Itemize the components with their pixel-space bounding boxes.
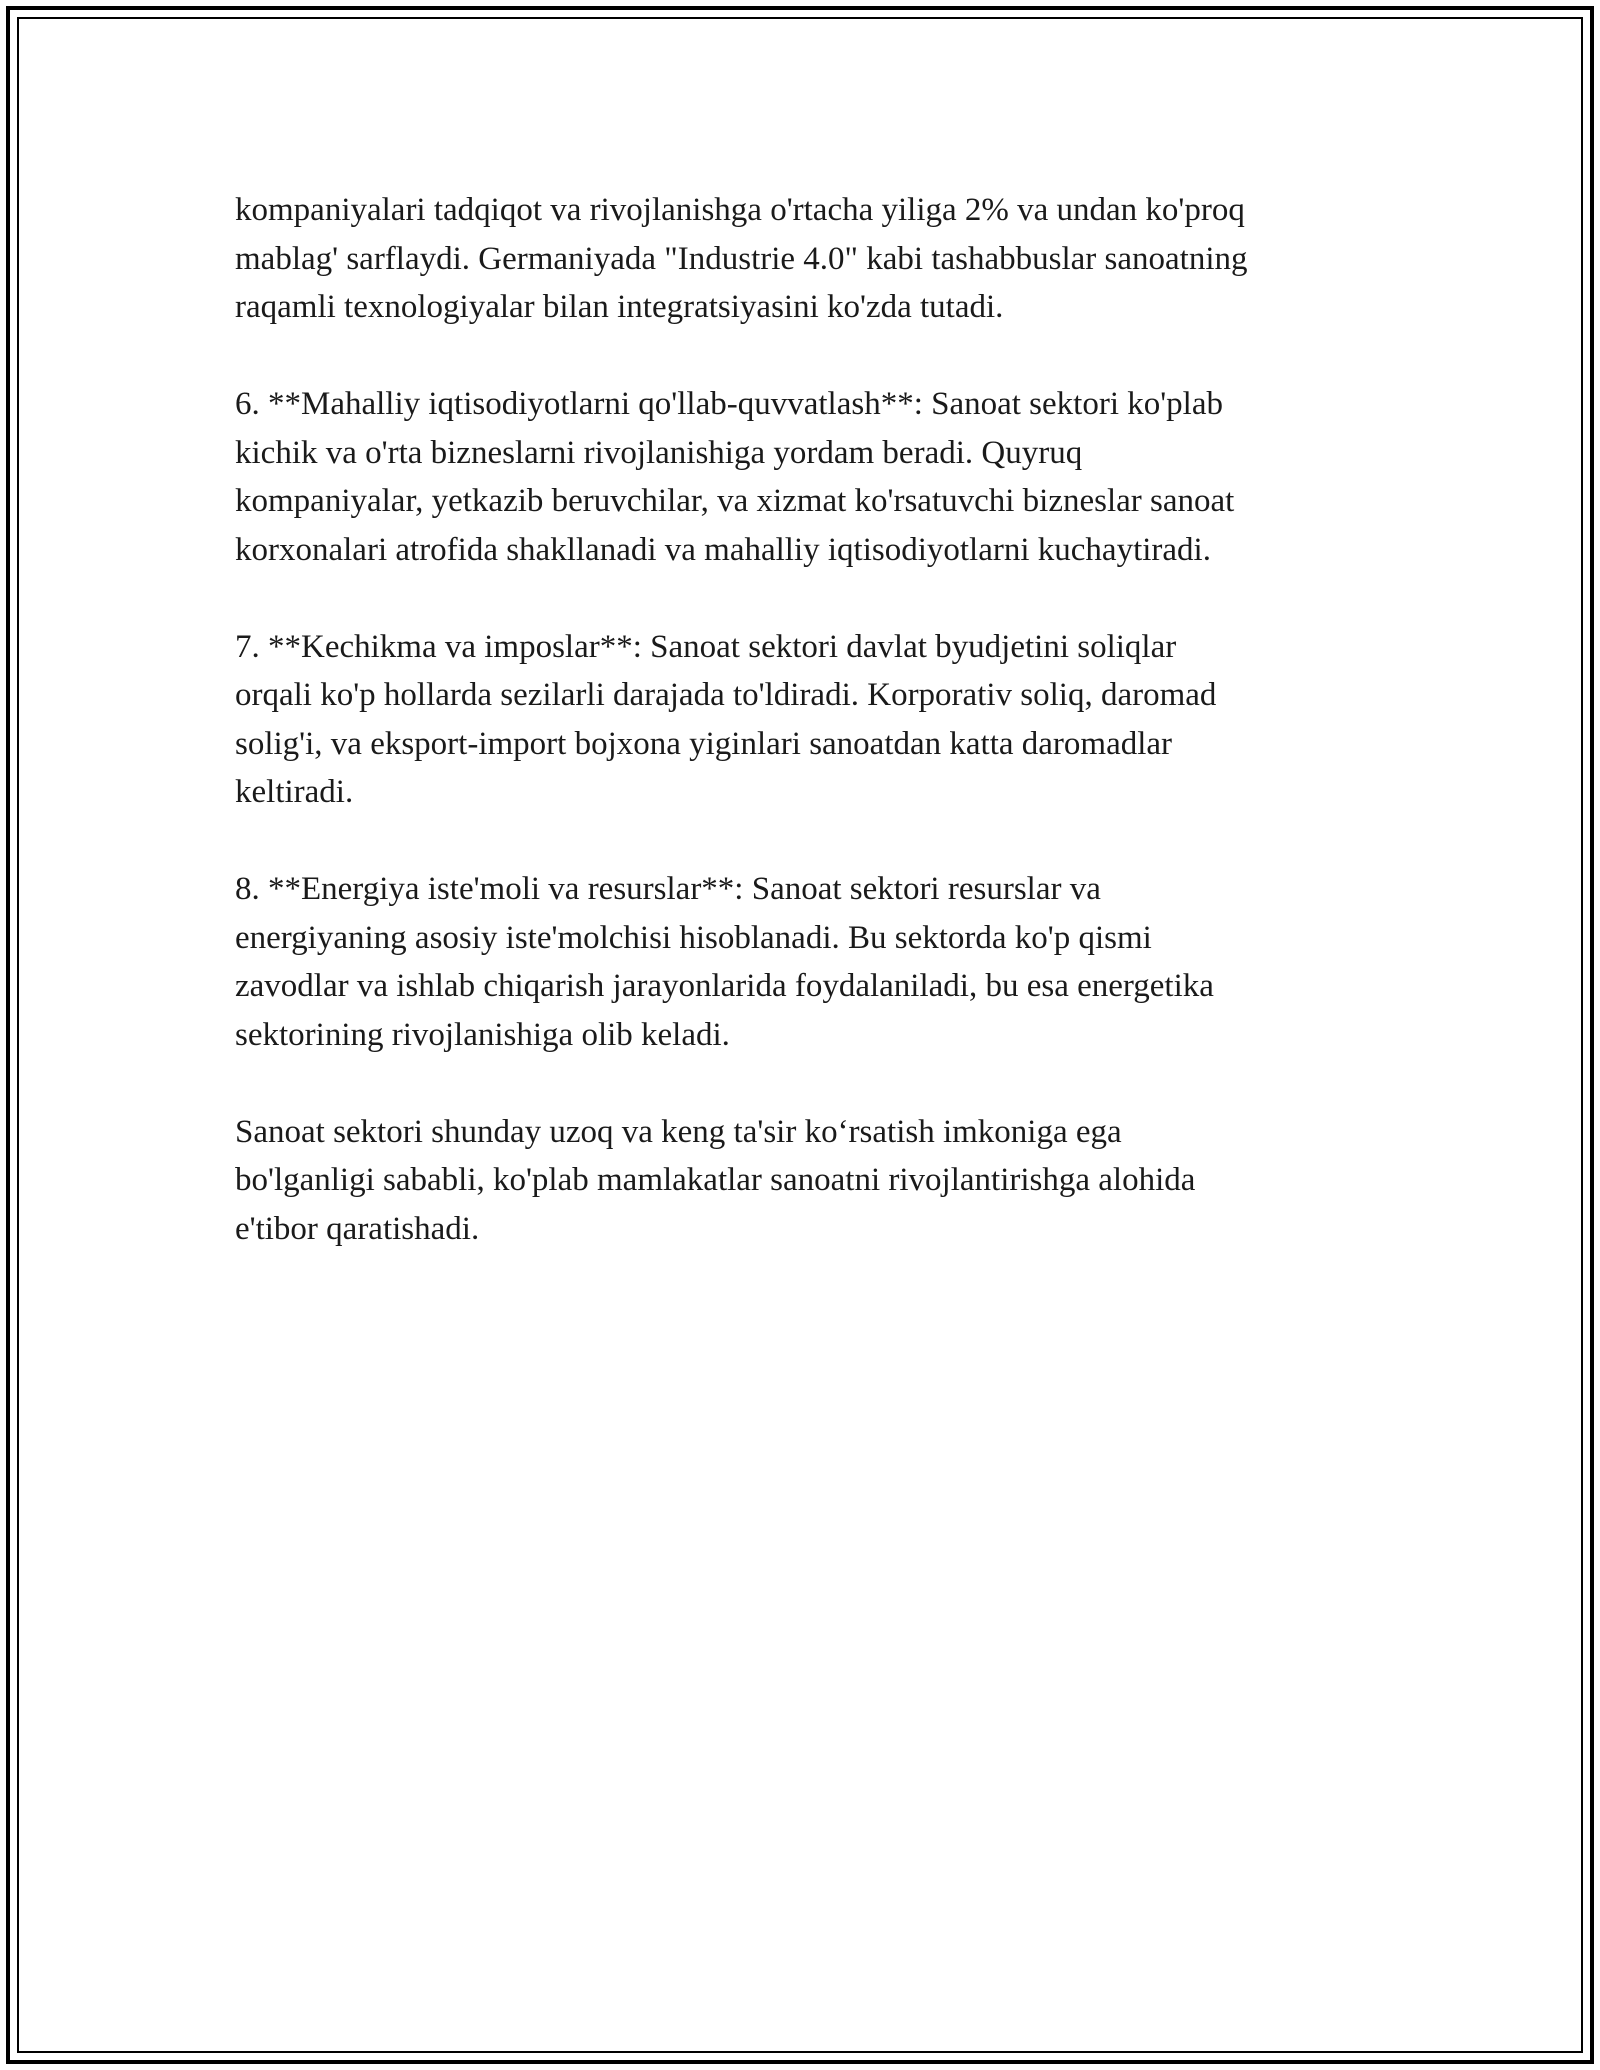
- paragraph-item-7: 7. **Kechikma va imposlar**: Sanoat sektori davlat byudjetini soliqlar orqali ko'p hollarda sezilarli darajada to'ldiradi. Korporativ soliq, daromad solig'i, va eksport-import bojxona yiginlari sanoatdan katta daromadlar keltiradi.: [235, 628, 1217, 810]
- paragraph-item-8: 8. **Energiya iste'moli va resurslar**: Sanoat sektori resurslar va energiyaning asosiy iste'molchisi hisoblanadi. Bu sektorda ko'p qismi zavodlar va ishlab chiqarish jarayonlarida foydalaniladi, bu esa energetika sektorining rivojlanishiga olib keladi.: [235, 871, 1214, 1053]
- paragraph-item-6: 6. **Mahalliy iqtisodiyotlarni qo'llab-quvvatlash**: Sanoat sektori ko'plab kichik va o'rta bizneslarni rivojlanishiga yordam beradi. Quyruq kompaniyalar, yetkazib beruvchilar, va xizmat ko'rsatuvchi bizneslar sanoat korxonalari atrofida shakllanadi va mahalliy iqtisodiyotlarni kuchaytiradi.: [235, 386, 1235, 568]
- paragraph-conclusion: Sanoat sektori shunday uzoq va keng ta'sir ko‘rsatish imkoniga ega bo'lganligi sababli, ko'plab mamlakatlar sanoatni rivojlantirishga alohida e'tibor qaratishadi.: [235, 1113, 1196, 1247]
- paragraph-intro: kompaniyalari tadqiqot va rivojlanishga o'rtacha yiliga 2% va undan ko'proq mablag' sarflaydi. Germaniyada "Industrie 4.0" kabi tashabbuslar sanoatning raqamli texnologiyalar bilan integratsiyasini ko'zda tutadi.: [235, 192, 1248, 325]
- document-body: [235, 186, 1365, 1302]
